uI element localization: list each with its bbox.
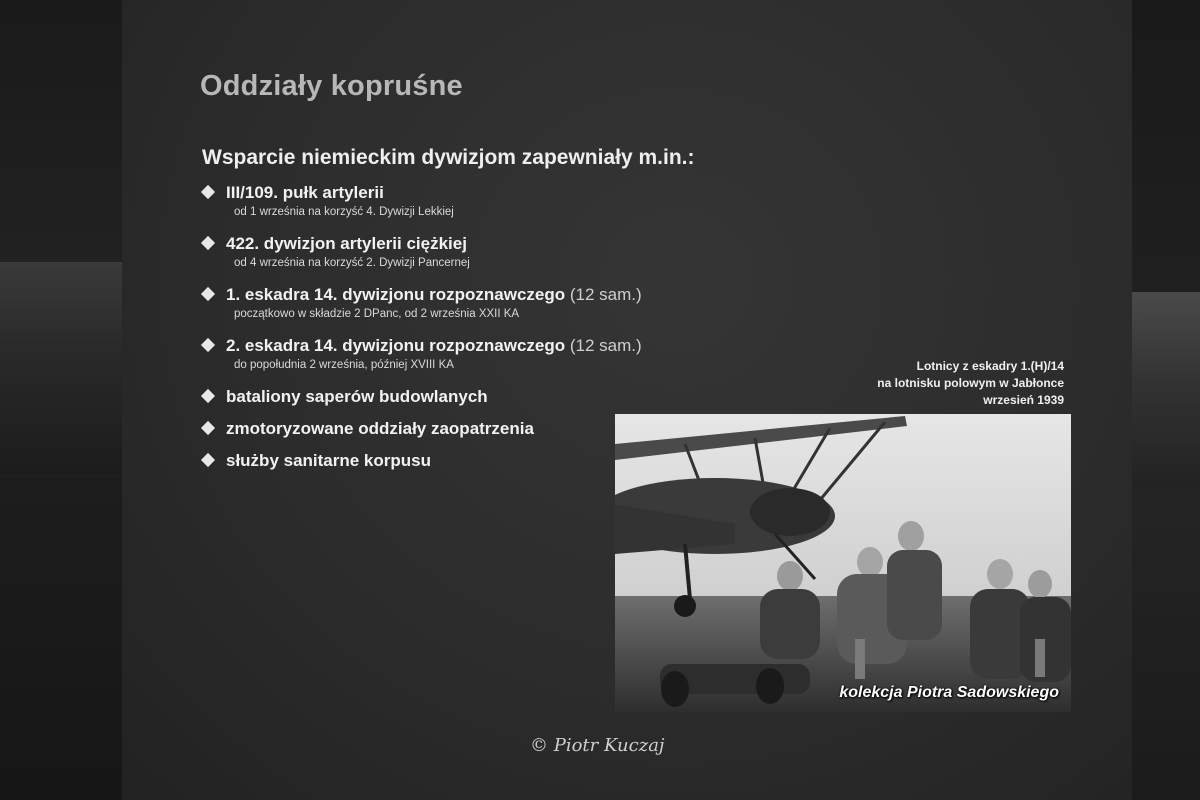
list-item-detail: od 1 września na korzyść 4. Dywizji Lekkiej — [234, 206, 454, 218]
list-item-detail: od 4 września na korzyść 2. Dywizji Pancernej — [234, 257, 470, 269]
list-item-title: 422. dywizjon artylerii ciężkiej — [226, 234, 467, 253]
caption-line: wrzesień 1939 — [983, 393, 1064, 407]
copyright-watermark: © Piotr Kuczaj — [530, 735, 665, 756]
list-item-title: zmotoryzowane oddziały zaopatrzenia — [226, 419, 534, 438]
list-item — [200, 182, 820, 220]
slide-title: Oddziały kopruśne — [200, 70, 463, 102]
list-item — [200, 386, 820, 408]
list-item-title: służby sanitarne korpusu — [226, 451, 431, 470]
background-left-photo — [0, 262, 132, 474]
list-item — [200, 284, 820, 322]
caption-line: Lotnicy z eskadry 1.(H)/14 — [916, 359, 1064, 373]
diamond-bullet-icon — [201, 338, 215, 352]
diamond-bullet-icon — [201, 389, 215, 403]
list-item — [200, 335, 820, 373]
list-item-detail: początkowo w składzie 2 DPanc, od 2 września XXII KA — [234, 308, 520, 320]
diamond-bullet-icon — [201, 453, 215, 467]
list-item-detail: do popołudnia 2 września, później XVIII KA — [234, 359, 454, 371]
photo-illustration — [615, 414, 1071, 712]
list-item — [200, 233, 820, 271]
historical-photo — [615, 414, 1071, 712]
diamond-bullet-icon — [201, 287, 215, 301]
list-item-title: III/109. pułk artylerii — [226, 183, 384, 202]
photo-credit: kolekcja Piotra Sadowskiego — [839, 684, 1059, 701]
slide-subtitle: Wsparcie niemieckim dywizjom zapewniały m.in.: — [202, 146, 695, 169]
diamond-bullet-icon — [201, 185, 215, 199]
diamond-bullet-icon — [201, 421, 215, 435]
list-item-title: 1. eskadra 14. dywizjonu rozpoznawczego (12 sam.) — [226, 285, 642, 304]
list-item-title: 2. eskadra 14. dywizjonu rozpoznawczego (12 sam.) — [226, 336, 642, 355]
list-item-title: bataliony saperów budowlanych — [226, 387, 488, 406]
photo-caption — [877, 358, 1064, 409]
list-item-aircraft-count: (12 sam.) — [569, 336, 642, 355]
diamond-bullet-icon — [201, 236, 215, 250]
list-item-aircraft-count: (12 sam.) — [569, 285, 642, 304]
caption-line: na lotnisku polowym w Jabłonce — [877, 376, 1064, 390]
